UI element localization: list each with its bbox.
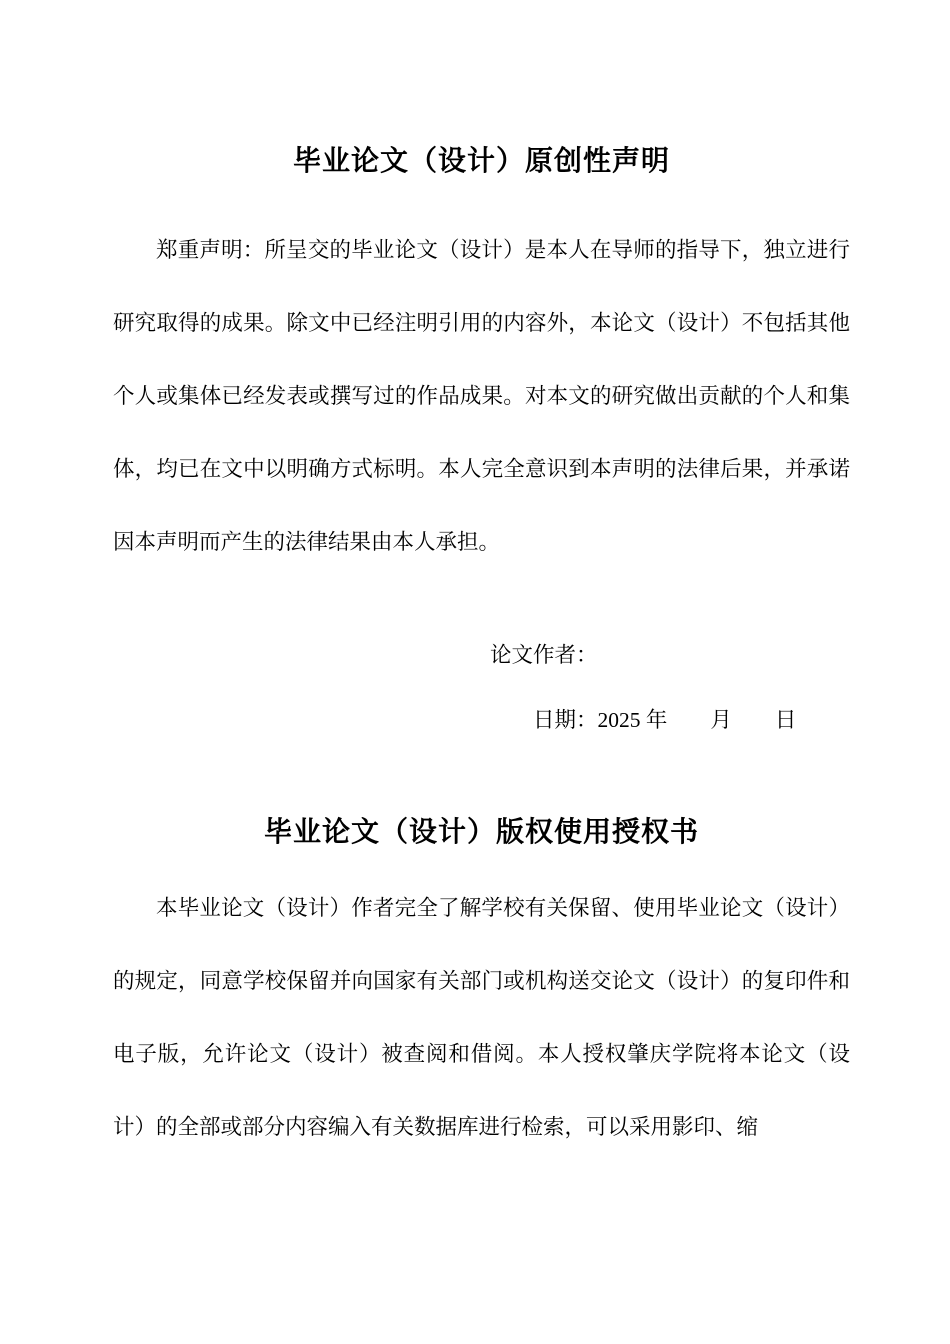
declaration-title: 毕业论文（设计）原创性声明	[292, 146, 670, 177]
author-signature-label: 论文作者：	[490, 643, 598, 667]
authorization-paragraph: 本毕业论文（设计）作者完全了解学校有关保留、使用毕业论文（设计）的规定，同意学校保留并向国家有关部门或机构送交论文（设计）的复印件和电子版，允许论文（设计）被查阅和借阅。本人授权肇庆学院将本论文（设计）的全部或部分内容编入有关数据库进行检索，可以采用影印、缩	[113, 896, 850, 1139]
authorization-title: 毕业论文（设计）版权使用授权书	[263, 817, 699, 848]
date-label: 日期：2025 年 月 日	[533, 708, 797, 732]
declaration-paragraph: 郑重声明：所呈交的毕业论文（设计）是本人在导师的指导下，独立进行研究取得的成果。除文中已经注明引用的内容外，本论文（设计）不包括其他个人或集体已经发表或撰写过的作品成果。对本文的研究做出贡献的个人和集体，均已在文中以明确方式标明。本人完全意识到本声明的法律后果，并承诺因本声明而产生的法律结果由本人承担。	[113, 238, 850, 554]
